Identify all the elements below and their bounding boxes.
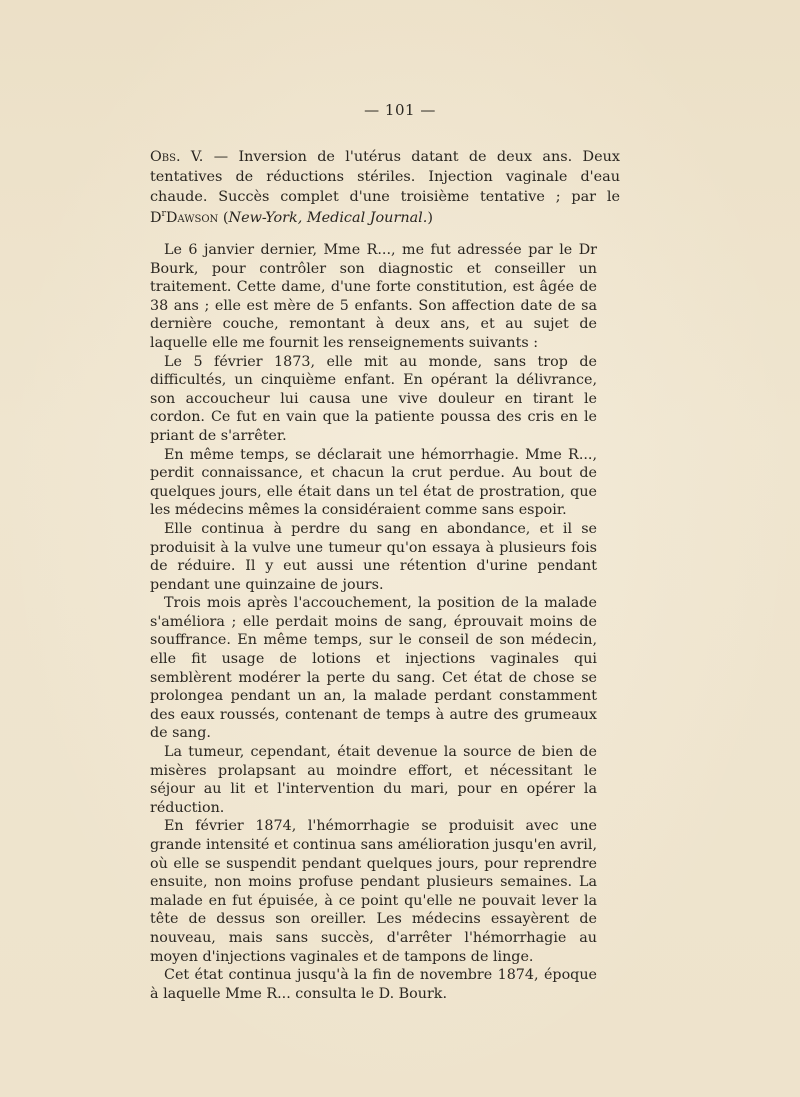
paragraph: La tumeur, cependant, était devenue la source de bien de misères prolapsant au moindre effort, et nécessitant le séjour au lit et l'intervention du mari, pour en opérer la réduction. xyxy=(150,744,597,816)
paragraph: Elle continua à perdre du sang en abondance, et il se produisit à la vulve une tumeur qu'on essaya à plusieurs fois de réduire. Il y eut aussi une rétention d'urine pendant pendant une quinzaine de jours. xyxy=(150,520,597,593)
observation-title: Inversion de l'utérus datant de deux ans. Deux tentatives de réductions stériles. Injection vaginale d'eau chaude. Succès complet d'une troisième tentative ; par le D xyxy=(150,149,620,226)
paragraph: Trois mois après l'accouchement, la position de la malade s'améliora ; elle perdait moins de sang, éprouvait moins de souffrance. En même temps, sur le conseil de son médecin, elle fit usage de lotions et injections vaginales qui semblèrent modérer la perte du sang. Cet état de chose se prolongea pendant un an, la malade perdant constamment des eaux roussés, contenant de temps à autre des grumeaux de sang. xyxy=(150,595,597,742)
paragraph: En même temps, se déclarait une hémorrhagie. Mme R..., perdit connaissance, et chacun la crut perdue. Au bout de quelques jours, elle était dans un tel état de prostration, que les médecins mêmes la considéraient comme sans espoir. xyxy=(150,446,597,519)
observation-heading xyxy=(150,147,620,228)
case-report-body xyxy=(150,241,597,1003)
source-open-paren: ( xyxy=(218,209,229,226)
paragraph: En février 1874, l'hémorrhagie se produisit avec une grande intensité et continua sans amélioration jusqu'en avril, où elle se suspendit pendant quelques jours, pour reprendre ensuite, non moins profuse pendant plusieurs semaines. La malade en fut épuisée, à ce point qu'elle ne pouvait lever la tête de dessus son oreiller. Les médecins essayèrent de nouveau, mais sans succès, d'arrêter l'hémorrhagie au moyen d'injections vaginales et de tampons de linge. xyxy=(150,818,597,965)
source-close-paren: ) xyxy=(427,209,433,226)
paragraph: Le 6 janvier dernier, Mme R..., me fut adressée par le Dr Bourk, pour contrôler son diagnostic et conseiller un traitement. Cette dame, d'une forte constitution, est âgée de 38 ans ; elle est mère de 5 enfants. Son affection date de sa dernière couche, remontant à deux ans, et au sujet de laquelle elle me fournit les renseignements suivants : xyxy=(150,242,597,351)
observation-source: New-York, Medical Journal. xyxy=(228,209,428,226)
paragraph: Cet état continua jusqu'à la fin de novembre 1874, époque à laquelle Mme R... consulta le D. Bourk. xyxy=(150,967,597,1002)
observation-label: Obs. V. xyxy=(150,149,204,165)
observation-author: Dawson xyxy=(165,209,219,226)
page-number: — 101 — xyxy=(364,101,436,119)
observation-heading-text xyxy=(150,147,620,228)
paragraph: Le 5 février 1873, elle mit au monde, sans trop de difficultés, un cinquième enfant. En opérant la délivrance, son accoucheur lui causa une vive douleur en tirant le cordon. Ce fut en vain que la patiente poussa des cris en le priant de s'arrêter. xyxy=(150,353,597,444)
observation-dash: — xyxy=(203,149,239,165)
doctor-superscript: r xyxy=(161,208,166,219)
